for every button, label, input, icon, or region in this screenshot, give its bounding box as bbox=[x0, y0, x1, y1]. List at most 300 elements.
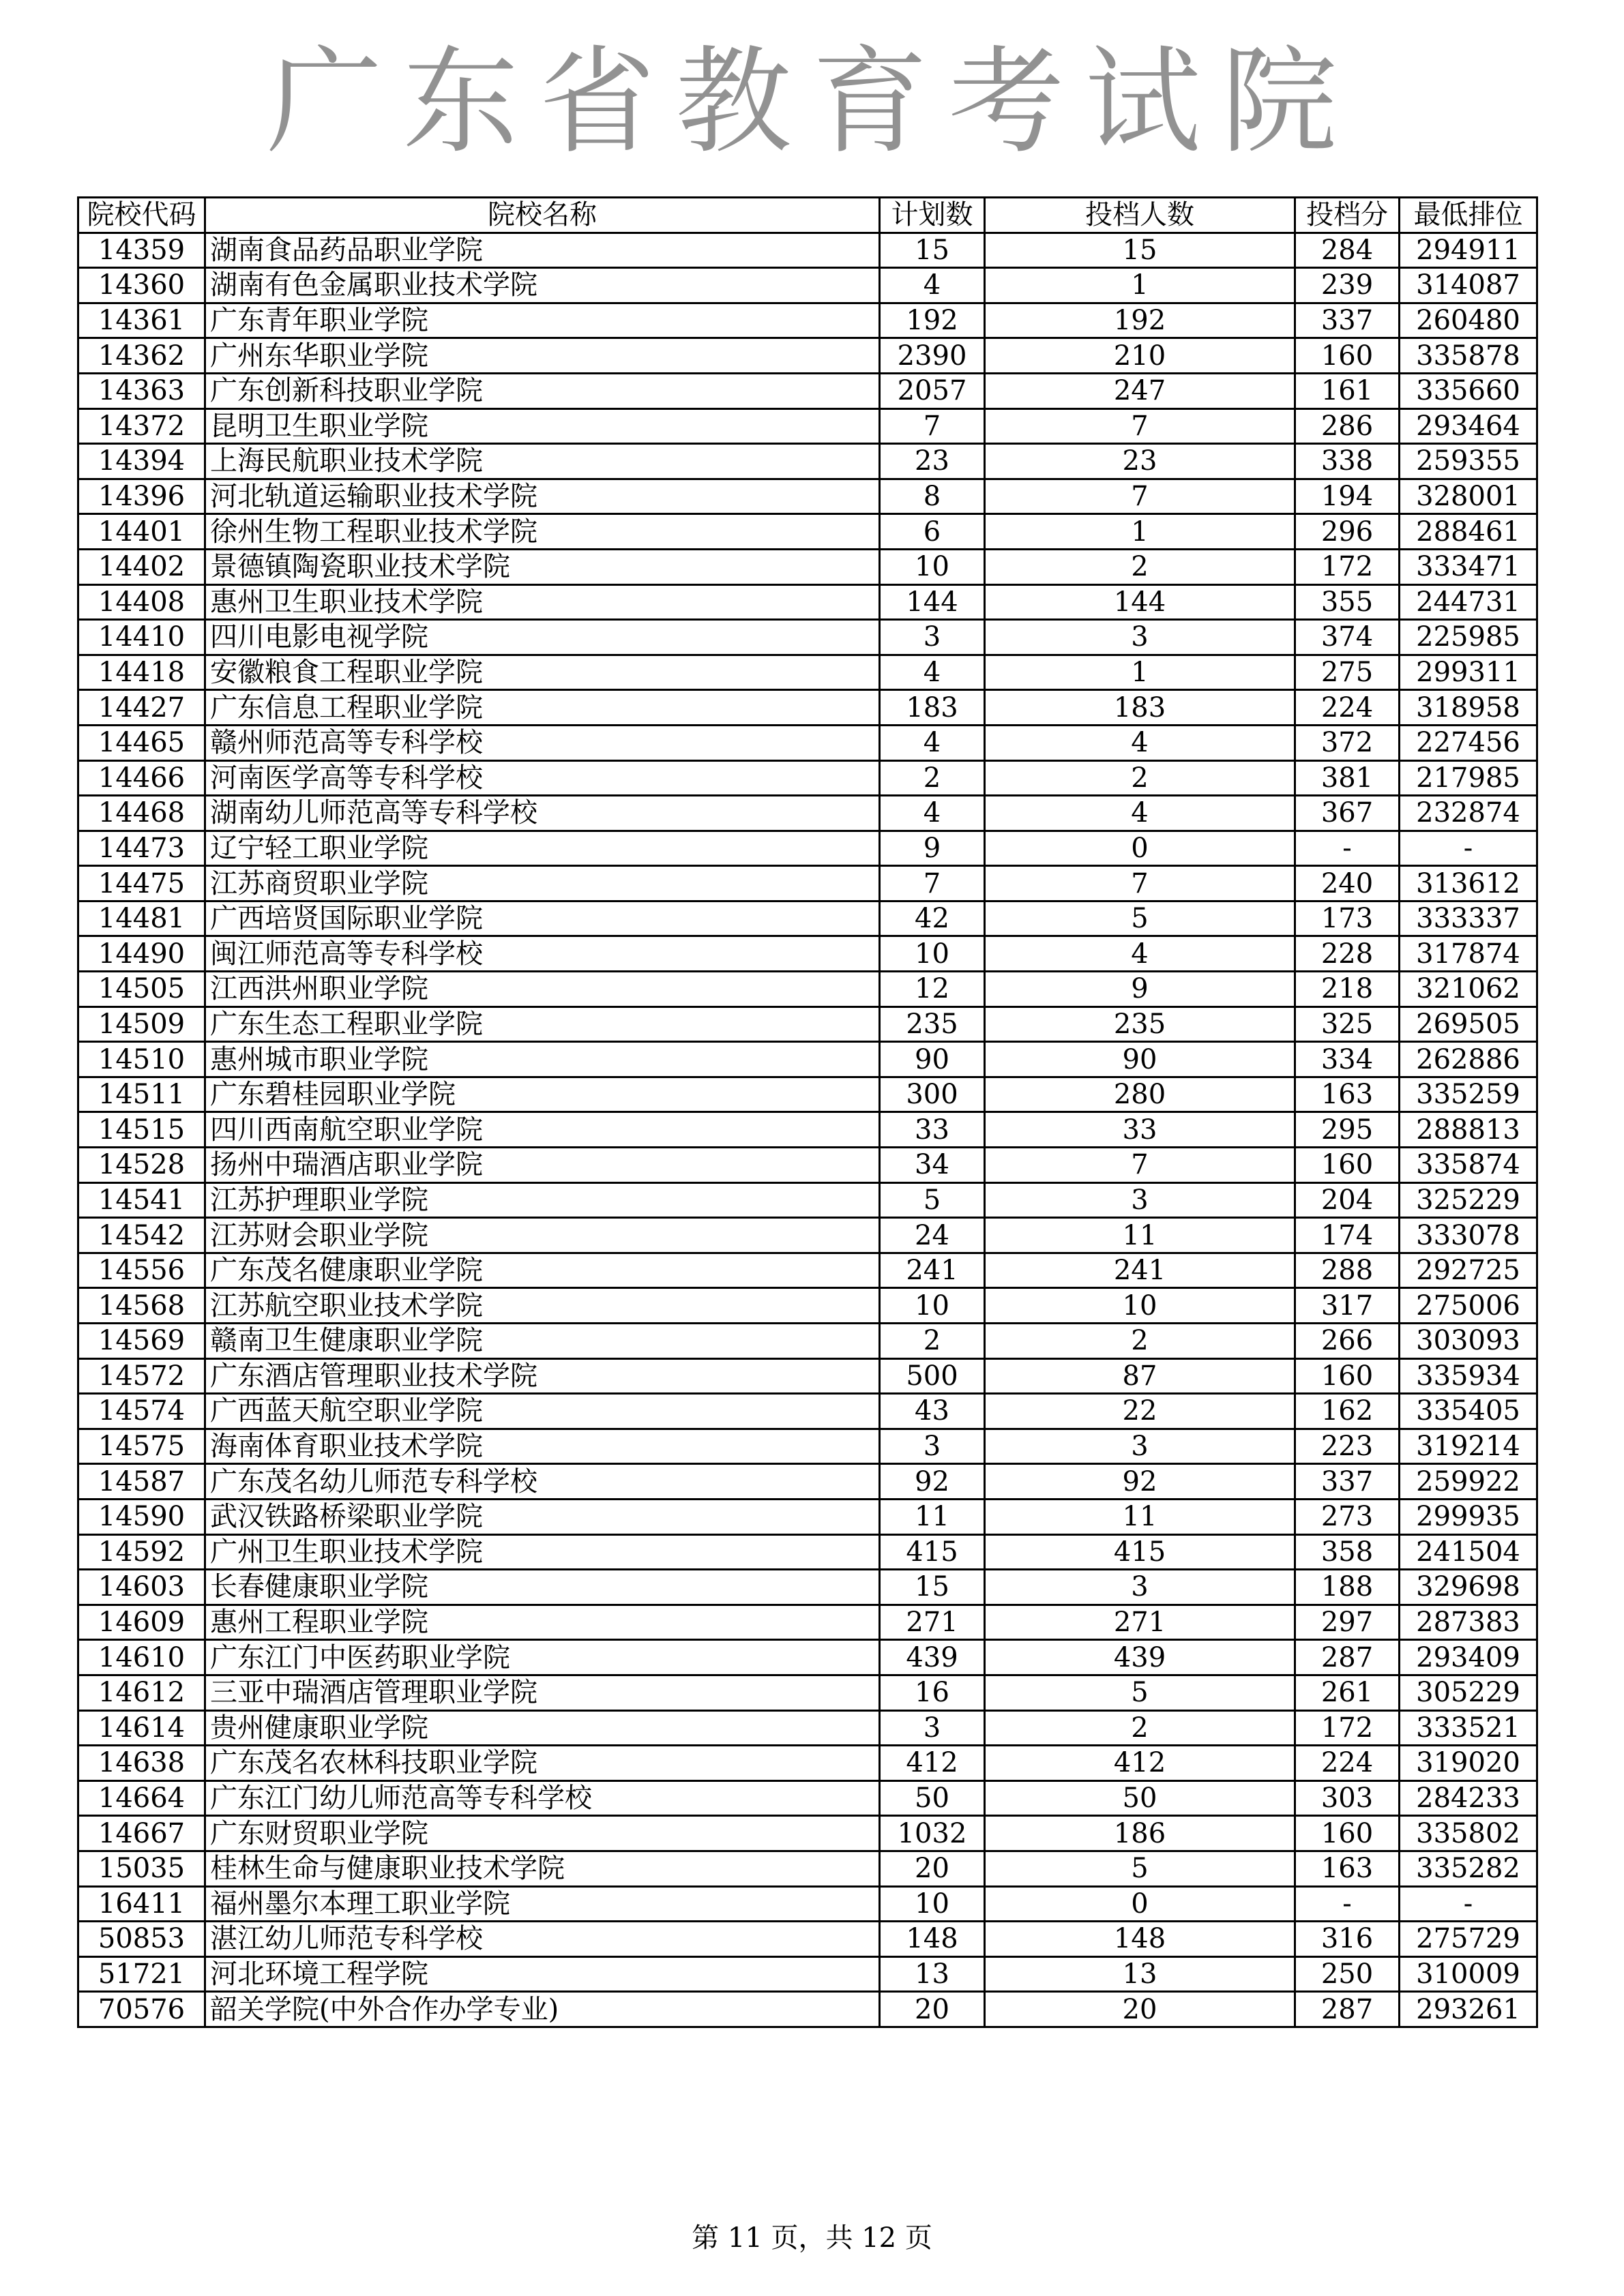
cell-score: 161 bbox=[1295, 373, 1400, 408]
cell-school-name: 江苏商贸职业学院 bbox=[205, 866, 880, 901]
cell-plan-count: 12 bbox=[880, 972, 985, 1007]
cell-plan-count: 3 bbox=[880, 1429, 985, 1464]
cell-admitted-count: 2 bbox=[985, 1710, 1295, 1746]
cell-score: 162 bbox=[1295, 1394, 1400, 1429]
cell-school-name: 江西洪州职业学院 bbox=[205, 972, 880, 1007]
cell-min-rank: 227456 bbox=[1400, 725, 1537, 760]
cell-school-name: 河北轨道运输职业技术学院 bbox=[205, 479, 880, 514]
cell-admitted-count: 7 bbox=[985, 408, 1295, 444]
cell-plan-count: 15 bbox=[880, 1570, 985, 1605]
cell-school-code: 14401 bbox=[78, 514, 205, 550]
cell-min-rank: 335660 bbox=[1400, 373, 1537, 408]
cell-score: 286 bbox=[1295, 408, 1400, 444]
cell-admitted-count: 271 bbox=[985, 1605, 1295, 1640]
cell-score: 172 bbox=[1295, 1710, 1400, 1746]
cell-school-name: 四川电影电视学院 bbox=[205, 620, 880, 655]
table-row bbox=[78, 690, 1537, 726]
cell-admitted-count: 235 bbox=[985, 1007, 1295, 1042]
cell-min-rank: 335405 bbox=[1400, 1394, 1537, 1429]
cell-school-name: 辽宁轻工职业学院 bbox=[205, 831, 880, 866]
cell-plan-count: 1032 bbox=[880, 1816, 985, 1851]
header-school-code: 院校代码 bbox=[78, 198, 205, 233]
cell-admitted-count: 3 bbox=[985, 620, 1295, 655]
cell-admitted-count: 13 bbox=[985, 1956, 1295, 1992]
table-row bbox=[78, 233, 1537, 268]
table-row bbox=[78, 1746, 1537, 1781]
cell-admitted-count: 439 bbox=[985, 1640, 1295, 1675]
cell-school-name: 广东酒店管理职业技术学院 bbox=[205, 1358, 880, 1394]
cell-min-rank: 319020 bbox=[1400, 1746, 1537, 1781]
cell-plan-count: 4 bbox=[880, 796, 985, 831]
cell-school-name: 赣州师范高等专科学校 bbox=[205, 725, 880, 760]
cell-score: 381 bbox=[1295, 760, 1400, 796]
cell-score: 284 bbox=[1295, 233, 1400, 268]
table-row bbox=[78, 584, 1537, 620]
table-row bbox=[78, 1710, 1537, 1746]
cell-school-name: 河北环境工程学院 bbox=[205, 1956, 880, 1992]
cell-min-rank: 325229 bbox=[1400, 1182, 1537, 1218]
cell-plan-count: 13 bbox=[880, 1956, 985, 1992]
table-row bbox=[78, 1077, 1537, 1112]
cell-plan-count: 8 bbox=[880, 479, 985, 514]
cell-min-rank: 260480 bbox=[1400, 303, 1537, 338]
cell-school-code: 14569 bbox=[78, 1324, 205, 1359]
cell-score: 173 bbox=[1295, 901, 1400, 936]
cell-score: 273 bbox=[1295, 1499, 1400, 1534]
cell-school-name: 闽江师范高等专科学校 bbox=[205, 936, 880, 972]
cell-school-code: 14609 bbox=[78, 1605, 205, 1640]
cell-school-name: 四川西南航空职业学院 bbox=[205, 1112, 880, 1148]
cell-plan-count: 2 bbox=[880, 1324, 985, 1359]
cell-school-code: 14481 bbox=[78, 901, 205, 936]
cell-school-code: 15035 bbox=[78, 1851, 205, 1886]
cell-plan-count: 90 bbox=[880, 1042, 985, 1077]
cell-school-name: 湖南食品药品职业学院 bbox=[205, 233, 880, 268]
cell-score: 288 bbox=[1295, 1253, 1400, 1288]
cell-admitted-count: 5 bbox=[985, 901, 1295, 936]
table-row bbox=[78, 1640, 1537, 1675]
cell-school-name: 三亚中瑞酒店管理职业学院 bbox=[205, 1675, 880, 1710]
cell-score: 160 bbox=[1295, 1816, 1400, 1851]
cell-plan-count: 192 bbox=[880, 303, 985, 338]
cell-admitted-count: 15 bbox=[985, 233, 1295, 268]
cell-school-code: 14568 bbox=[78, 1288, 205, 1324]
table-row bbox=[78, 1534, 1537, 1570]
cell-score: 325 bbox=[1295, 1007, 1400, 1042]
cell-score: 160 bbox=[1295, 1148, 1400, 1183]
cell-admitted-count: 90 bbox=[985, 1042, 1295, 1077]
cell-school-code: 14541 bbox=[78, 1182, 205, 1218]
cell-school-name: 广东信息工程职业学院 bbox=[205, 690, 880, 726]
cell-min-rank: 244731 bbox=[1400, 584, 1537, 620]
cell-plan-count: 235 bbox=[880, 1007, 985, 1042]
cell-min-rank: 232874 bbox=[1400, 796, 1537, 831]
table-row bbox=[78, 1218, 1537, 1253]
cell-min-rank: 294911 bbox=[1400, 233, 1537, 268]
cell-plan-count: 42 bbox=[880, 901, 985, 936]
cell-admitted-count: 412 bbox=[985, 1746, 1295, 1781]
cell-plan-count: 10 bbox=[880, 1288, 985, 1324]
cell-school-code: 14362 bbox=[78, 338, 205, 374]
cell-min-rank: 318958 bbox=[1400, 690, 1537, 726]
cell-school-code: 14418 bbox=[78, 655, 205, 690]
cell-min-rank: - bbox=[1400, 831, 1537, 866]
cell-min-rank: 293409 bbox=[1400, 1640, 1537, 1675]
cell-school-code: 14475 bbox=[78, 866, 205, 901]
cell-score: 224 bbox=[1295, 690, 1400, 726]
table-row bbox=[78, 1675, 1537, 1710]
cell-school-name: 湖南幼儿师范高等专科学校 bbox=[205, 796, 880, 831]
cell-score: 287 bbox=[1295, 1640, 1400, 1675]
table-row bbox=[78, 796, 1537, 831]
cell-school-name: 广西培贤国际职业学院 bbox=[205, 901, 880, 936]
cell-admitted-count: 20 bbox=[985, 1992, 1295, 2027]
page-footer: 第 11 页，共 12 页 bbox=[692, 2222, 932, 2254]
cell-score: 174 bbox=[1295, 1218, 1400, 1253]
cell-min-rank: 335282 bbox=[1400, 1851, 1537, 1886]
cell-school-code: 14587 bbox=[78, 1464, 205, 1500]
cell-school-code: 14402 bbox=[78, 549, 205, 584]
cell-min-rank: 333337 bbox=[1400, 901, 1537, 936]
cell-school-name: 桂林生命与健康职业技术学院 bbox=[205, 1851, 880, 1886]
cell-score: 297 bbox=[1295, 1605, 1400, 1640]
cell-school-code: 14528 bbox=[78, 1148, 205, 1183]
cell-admitted-count: 183 bbox=[985, 690, 1295, 726]
cell-school-code: 14575 bbox=[78, 1429, 205, 1464]
cell-school-name: 广东创新科技职业学院 bbox=[205, 373, 880, 408]
cell-plan-count: 7 bbox=[880, 866, 985, 901]
cell-admitted-count: 186 bbox=[985, 1816, 1295, 1851]
cell-score: 266 bbox=[1295, 1324, 1400, 1359]
cell-min-rank: 333078 bbox=[1400, 1218, 1537, 1253]
cell-plan-count: 300 bbox=[880, 1077, 985, 1112]
table-row bbox=[78, 1007, 1537, 1042]
cell-min-rank: 328001 bbox=[1400, 479, 1537, 514]
table-row bbox=[78, 408, 1537, 444]
cell-plan-count: 500 bbox=[880, 1358, 985, 1394]
cell-min-rank: 314087 bbox=[1400, 268, 1537, 303]
cell-min-rank: - bbox=[1400, 1886, 1537, 1922]
cell-school-name: 扬州中瑞酒店职业学院 bbox=[205, 1148, 880, 1183]
cell-school-code: 14465 bbox=[78, 725, 205, 760]
cell-school-name: 惠州工程职业学院 bbox=[205, 1605, 880, 1640]
cell-admitted-count: 50 bbox=[985, 1780, 1295, 1816]
cell-plan-count: 23 bbox=[880, 444, 985, 479]
cell-admitted-count: 2 bbox=[985, 1324, 1295, 1359]
cell-min-rank: 275006 bbox=[1400, 1288, 1537, 1324]
cell-admitted-count: 23 bbox=[985, 444, 1295, 479]
cell-admitted-count: 4 bbox=[985, 936, 1295, 972]
cell-plan-count: 4 bbox=[880, 725, 985, 760]
cell-score: 303 bbox=[1295, 1780, 1400, 1816]
table-row bbox=[78, 268, 1537, 303]
cell-school-name: 昆明卫生职业学院 bbox=[205, 408, 880, 444]
cell-score: - bbox=[1295, 1886, 1400, 1922]
cell-school-name: 江苏航空职业技术学院 bbox=[205, 1288, 880, 1324]
header-score: 投档分 bbox=[1295, 198, 1400, 233]
cell-min-rank: 293261 bbox=[1400, 1992, 1537, 2027]
table-row bbox=[78, 936, 1537, 972]
table-row bbox=[78, 1956, 1537, 1992]
cell-school-code: 14612 bbox=[78, 1675, 205, 1710]
cell-school-code: 16411 bbox=[78, 1886, 205, 1922]
cell-school-code: 14515 bbox=[78, 1112, 205, 1148]
cell-school-name: 贵州健康职业学院 bbox=[205, 1710, 880, 1746]
cell-min-rank: 292725 bbox=[1400, 1253, 1537, 1288]
cell-score: 160 bbox=[1295, 338, 1400, 374]
cell-min-rank: 335934 bbox=[1400, 1358, 1537, 1394]
cell-plan-count: 92 bbox=[880, 1464, 985, 1500]
cell-school-code: 50853 bbox=[78, 1922, 205, 1957]
table-row bbox=[78, 549, 1537, 584]
cell-school-name: 河南医学高等专科学校 bbox=[205, 760, 880, 796]
table-row bbox=[78, 479, 1537, 514]
cell-min-rank: 299311 bbox=[1400, 655, 1537, 690]
cell-min-rank: 313612 bbox=[1400, 866, 1537, 901]
cell-school-code: 14574 bbox=[78, 1394, 205, 1429]
cell-score: 163 bbox=[1295, 1077, 1400, 1112]
cell-score: 372 bbox=[1295, 725, 1400, 760]
cell-score: 224 bbox=[1295, 1746, 1400, 1781]
table-row bbox=[78, 1464, 1537, 1500]
header-admitted-count: 投档人数 bbox=[985, 198, 1295, 233]
cell-score: 358 bbox=[1295, 1534, 1400, 1570]
cell-score: 228 bbox=[1295, 936, 1400, 972]
cell-plan-count: 20 bbox=[880, 1992, 985, 2027]
cell-school-name: 长春健康职业学院 bbox=[205, 1570, 880, 1605]
cell-min-rank: 319214 bbox=[1400, 1429, 1537, 1464]
cell-score: 160 bbox=[1295, 1358, 1400, 1394]
cell-plan-count: 10 bbox=[880, 936, 985, 972]
cell-score: 275 bbox=[1295, 655, 1400, 690]
cell-school-code: 14361 bbox=[78, 303, 205, 338]
table-row bbox=[78, 1570, 1537, 1605]
cell-plan-count: 439 bbox=[880, 1640, 985, 1675]
cell-school-code: 14410 bbox=[78, 620, 205, 655]
cell-min-rank: 241504 bbox=[1400, 1534, 1537, 1570]
table-row bbox=[78, 1358, 1537, 1394]
cell-admitted-count: 5 bbox=[985, 1675, 1295, 1710]
table-row bbox=[78, 373, 1537, 408]
table-row bbox=[78, 655, 1537, 690]
cell-score: 287 bbox=[1295, 1992, 1400, 2027]
cell-score: 355 bbox=[1295, 584, 1400, 620]
cell-school-name: 湛江幼儿师范专科学校 bbox=[205, 1922, 880, 1957]
table-row bbox=[78, 972, 1537, 1007]
cell-school-code: 14510 bbox=[78, 1042, 205, 1077]
cell-school-name: 广西蓝天航空职业学院 bbox=[205, 1394, 880, 1429]
table-row bbox=[78, 831, 1537, 866]
cell-min-rank: 259355 bbox=[1400, 444, 1537, 479]
cell-min-rank: 288813 bbox=[1400, 1112, 1537, 1148]
cell-school-code: 14408 bbox=[78, 584, 205, 620]
cell-plan-count: 183 bbox=[880, 690, 985, 726]
cell-admitted-count: 0 bbox=[985, 831, 1295, 866]
cell-score: 204 bbox=[1295, 1182, 1400, 1218]
cell-score: 188 bbox=[1295, 1570, 1400, 1605]
cell-school-name: 广东生态工程职业学院 bbox=[205, 1007, 880, 1042]
cell-min-rank: 288461 bbox=[1400, 514, 1537, 550]
cell-school-code: 14509 bbox=[78, 1007, 205, 1042]
cell-plan-count: 34 bbox=[880, 1148, 985, 1183]
cell-school-name: 广东江门中医药职业学院 bbox=[205, 1640, 880, 1675]
cell-admitted-count: 2 bbox=[985, 549, 1295, 584]
watermark: 广东省教育考试院 bbox=[266, 35, 1358, 170]
table-row bbox=[78, 1253, 1537, 1288]
cell-admitted-count: 11 bbox=[985, 1499, 1295, 1534]
cell-school-name: 江苏护理职业学院 bbox=[205, 1182, 880, 1218]
cell-score: 316 bbox=[1295, 1922, 1400, 1957]
cell-admitted-count: 1 bbox=[985, 268, 1295, 303]
cell-school-code: 14360 bbox=[78, 268, 205, 303]
cell-plan-count: 11 bbox=[880, 1499, 985, 1534]
cell-plan-count: 20 bbox=[880, 1851, 985, 1886]
cell-score: 218 bbox=[1295, 972, 1400, 1007]
cell-school-name: 广州卫生职业技术学院 bbox=[205, 1534, 880, 1570]
table-row bbox=[78, 866, 1537, 901]
cell-score: 337 bbox=[1295, 303, 1400, 338]
cell-admitted-count: 5 bbox=[985, 1851, 1295, 1886]
cell-plan-count: 5 bbox=[880, 1182, 985, 1218]
cell-school-name: 景德镇陶瓷职业技术学院 bbox=[205, 549, 880, 584]
cell-admitted-count: 4 bbox=[985, 796, 1295, 831]
cell-admitted-count: 4 bbox=[985, 725, 1295, 760]
cell-school-code: 70576 bbox=[78, 1992, 205, 2027]
cell-admitted-count: 10 bbox=[985, 1288, 1295, 1324]
cell-plan-count: 148 bbox=[880, 1922, 985, 1957]
cell-min-rank: 335259 bbox=[1400, 1077, 1537, 1112]
cell-school-name: 广东财贸职业学院 bbox=[205, 1816, 880, 1851]
cell-school-name: 惠州卫生职业技术学院 bbox=[205, 584, 880, 620]
cell-admitted-count: 280 bbox=[985, 1077, 1295, 1112]
table-row bbox=[78, 1780, 1537, 1816]
cell-school-name: 武汉铁路桥梁职业学院 bbox=[205, 1499, 880, 1534]
cell-school-code: 14590 bbox=[78, 1499, 205, 1534]
cell-school-code: 14638 bbox=[78, 1746, 205, 1781]
cell-min-rank: 317874 bbox=[1400, 936, 1537, 972]
cell-admitted-count: 9 bbox=[985, 972, 1295, 1007]
table-row bbox=[78, 514, 1537, 550]
cell-plan-count: 3 bbox=[880, 620, 985, 655]
cell-school-code: 14572 bbox=[78, 1358, 205, 1394]
cell-score: 172 bbox=[1295, 549, 1400, 584]
cell-min-rank: 321062 bbox=[1400, 972, 1537, 1007]
cell-admitted-count: 0 bbox=[985, 1886, 1295, 1922]
cell-school-code: 14610 bbox=[78, 1640, 205, 1675]
admission-table bbox=[77, 196, 1538, 2028]
cell-score: 163 bbox=[1295, 1851, 1400, 1886]
cell-plan-count: 16 bbox=[880, 1675, 985, 1710]
cell-min-rank: 310009 bbox=[1400, 1956, 1537, 1992]
cell-school-name: 赣南卫生健康职业学院 bbox=[205, 1324, 880, 1359]
cell-school-code: 14427 bbox=[78, 690, 205, 726]
cell-school-code: 14468 bbox=[78, 796, 205, 831]
cell-min-rank: 225985 bbox=[1400, 620, 1537, 655]
table-row bbox=[78, 1886, 1537, 1922]
cell-score: 334 bbox=[1295, 1042, 1400, 1077]
cell-min-rank: 284233 bbox=[1400, 1780, 1537, 1816]
cell-admitted-count: 7 bbox=[985, 479, 1295, 514]
cell-min-rank: 287383 bbox=[1400, 1605, 1537, 1640]
cell-min-rank: 217985 bbox=[1400, 760, 1537, 796]
cell-school-name: 徐州生物工程职业技术学院 bbox=[205, 514, 880, 550]
table-row bbox=[78, 760, 1537, 796]
cell-score: 374 bbox=[1295, 620, 1400, 655]
cell-admitted-count: 192 bbox=[985, 303, 1295, 338]
cell-school-code: 14396 bbox=[78, 479, 205, 514]
cell-plan-count: 15 bbox=[880, 233, 985, 268]
cell-admitted-count: 210 bbox=[985, 338, 1295, 374]
cell-school-name: 广东茂名健康职业学院 bbox=[205, 1253, 880, 1288]
table-row bbox=[78, 1851, 1537, 1886]
table-row bbox=[78, 1148, 1537, 1183]
cell-score: 296 bbox=[1295, 514, 1400, 550]
cell-admitted-count: 11 bbox=[985, 1218, 1295, 1253]
cell-school-code: 14667 bbox=[78, 1816, 205, 1851]
cell-min-rank: 333471 bbox=[1400, 549, 1537, 584]
cell-plan-count: 4 bbox=[880, 268, 985, 303]
cell-min-rank: 275729 bbox=[1400, 1922, 1537, 1957]
table-row bbox=[78, 1324, 1537, 1359]
cell-plan-count: 43 bbox=[880, 1394, 985, 1429]
table-row bbox=[78, 1816, 1537, 1851]
cell-school-name: 广东茂名幼儿师范专科学校 bbox=[205, 1464, 880, 1500]
cell-min-rank: 262886 bbox=[1400, 1042, 1537, 1077]
table-row bbox=[78, 444, 1537, 479]
cell-admitted-count: 33 bbox=[985, 1112, 1295, 1148]
cell-school-name: 安徽粮食工程职业学院 bbox=[205, 655, 880, 690]
cell-school-name: 江苏财会职业学院 bbox=[205, 1218, 880, 1253]
cell-plan-count: 241 bbox=[880, 1253, 985, 1288]
cell-admitted-count: 144 bbox=[985, 584, 1295, 620]
cell-score: 240 bbox=[1295, 866, 1400, 901]
table-row bbox=[78, 620, 1537, 655]
table-row bbox=[78, 1112, 1537, 1148]
cell-school-code: 14466 bbox=[78, 760, 205, 796]
cell-admitted-count: 1 bbox=[985, 655, 1295, 690]
cell-plan-count: 10 bbox=[880, 1886, 985, 1922]
table-row bbox=[78, 901, 1537, 936]
table-row bbox=[78, 1992, 1537, 2027]
cell-school-code: 14664 bbox=[78, 1780, 205, 1816]
table-row bbox=[78, 338, 1537, 374]
cell-admitted-count: 92 bbox=[985, 1464, 1295, 1500]
cell-score: 367 bbox=[1295, 796, 1400, 831]
table-row bbox=[78, 1429, 1537, 1464]
cell-plan-count: 10 bbox=[880, 549, 985, 584]
cell-admitted-count: 247 bbox=[985, 373, 1295, 408]
table-row bbox=[78, 1042, 1537, 1077]
cell-school-code: 14511 bbox=[78, 1077, 205, 1112]
cell-school-name: 福州墨尔本理工职业学院 bbox=[205, 1886, 880, 1922]
table-row bbox=[78, 725, 1537, 760]
cell-min-rank: 333521 bbox=[1400, 1710, 1537, 1746]
cell-school-name: 上海民航职业技术学院 bbox=[205, 444, 880, 479]
cell-min-rank: 305229 bbox=[1400, 1675, 1537, 1710]
cell-school-code: 14592 bbox=[78, 1534, 205, 1570]
cell-admitted-count: 3 bbox=[985, 1182, 1295, 1218]
table-row bbox=[78, 1922, 1537, 1957]
cell-score: 317 bbox=[1295, 1288, 1400, 1324]
cell-admitted-count: 7 bbox=[985, 866, 1295, 901]
cell-admitted-count: 7 bbox=[985, 1148, 1295, 1183]
cell-admitted-count: 1 bbox=[985, 514, 1295, 550]
cell-plan-count: 2390 bbox=[880, 338, 985, 374]
cell-score: 239 bbox=[1295, 268, 1400, 303]
cell-school-code: 14363 bbox=[78, 373, 205, 408]
cell-school-name: 广东青年职业学院 bbox=[205, 303, 880, 338]
cell-school-name: 广州东华职业学院 bbox=[205, 338, 880, 374]
